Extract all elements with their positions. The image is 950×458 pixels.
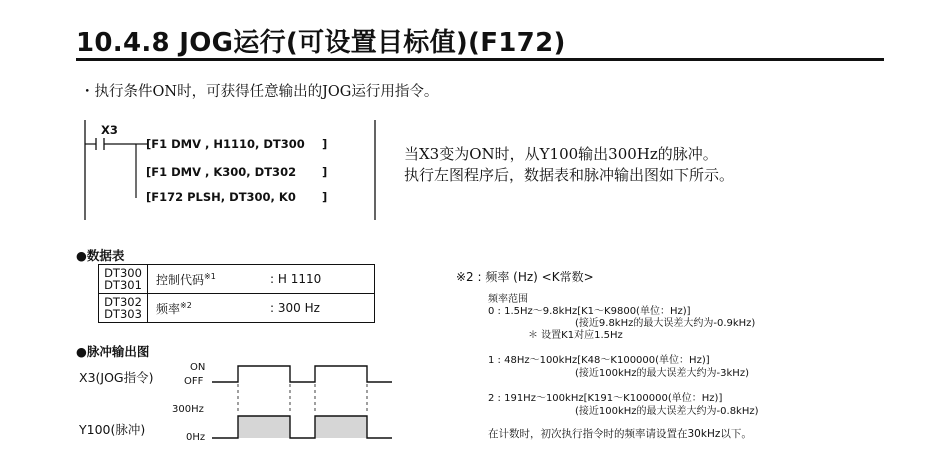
footnote-heading: ※2 : 频率 (Hz) <K常数> <box>456 270 594 284</box>
y100-pulse-fill-1 <box>238 416 290 438</box>
y100-high-label: 300Hz <box>172 404 204 415</box>
footnote-line: 2 : 191Hz～100kHz[K191～K100000(单位：Hz)] <box>488 393 723 404</box>
footnote-line: (接近100kHz的最大误差大约为-3kHz) <box>575 368 749 379</box>
description-line-1: 当X3变为ON时，从Y100输出300Hz的脉冲。 <box>404 145 718 163</box>
page-title: 10.4.8 JOG运行(可设置目标值)(F172) <box>76 28 566 58</box>
register-cell: DT300 DT301 <box>99 265 148 294</box>
table-row <box>99 294 375 323</box>
footnote-line: (接近100kHz的最大误差大约为-0.8kHz) <box>575 406 759 417</box>
y100-signal-label: Y100(脉冲) <box>79 422 146 437</box>
instruction-2: [F1 DMV , K300, DT302 <box>146 165 297 179</box>
name-cell: 频率$^{※2}$ <box>148 294 265 323</box>
data-table <box>98 264 375 323</box>
pulse-waveform <box>210 360 400 450</box>
value-cell: : 300 Hz <box>264 294 375 323</box>
x3-on-label: ON <box>190 362 206 373</box>
footnote-line: 1 : 48Hz～100kHz[K48～K100000(单位：Hz)] <box>488 355 710 366</box>
y100-pulse-fill-2 <box>315 416 367 438</box>
name-cell: 控制代码$^{※1}$ <box>148 265 265 294</box>
pulse-chart-heading: ●脉冲输出图 <box>76 344 150 359</box>
footnote-line: 0 : 1.5Hz～9.8kHz[K1～K9800(单位：Hz)] <box>488 306 691 317</box>
value-cell: : H 1110 <box>264 265 375 294</box>
x3-signal-label: X3(JOG指令) <box>79 370 154 385</box>
register-cell: DT302 DT303 <box>99 294 148 323</box>
footnote-line: 在计数时，初次执行指令时的频率请设置在30kHz以下。 <box>488 428 752 440</box>
x3-off-label: OFF <box>184 376 204 387</box>
footnote-range-label: 频率范围 <box>488 294 528 305</box>
title-underline <box>76 58 884 61</box>
instruction-3-close: ] <box>322 190 328 204</box>
table-row <box>99 265 375 294</box>
intro-text: ・执行条件ON时，可获得任意输出的JOG运行用指令。 <box>80 84 439 100</box>
y100-low-label: 0Hz <box>186 432 206 443</box>
instruction-2-close: ] <box>322 165 328 179</box>
x3-waveform <box>212 366 392 382</box>
contact-label: X3 <box>101 123 118 137</box>
footnote-line: ＊ 设置K1对应1.5Hz <box>528 330 623 341</box>
footnote-line: (接近9.8kHz的最大误差大约为-0.9kHz) <box>575 318 756 329</box>
instruction-1-close: ] <box>322 137 328 151</box>
instruction-1: [F1 DMV , H1110, DT300 <box>146 137 305 151</box>
description-line-2: 执行左图程序后，数据表和脉冲输出图如下所示。 <box>404 166 735 184</box>
data-table-heading: ●数据表 <box>76 248 125 263</box>
instruction-3: [F172 PLSH, DT300, K0 <box>146 190 296 204</box>
